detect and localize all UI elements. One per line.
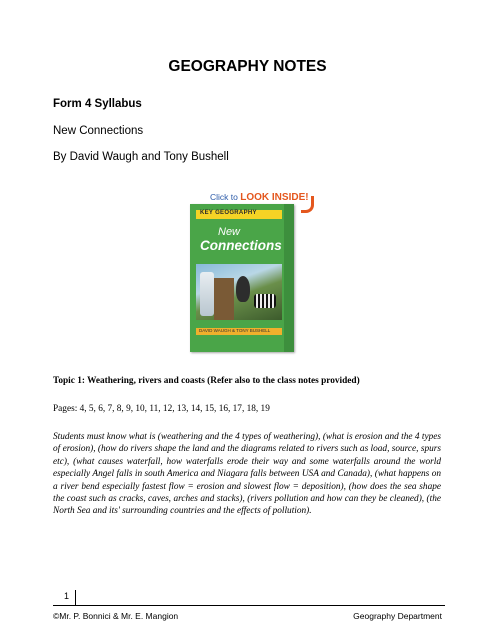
book-authors: By David Waugh and Tony Bushell [53, 151, 229, 163]
syllabus-label: Form 4 Syllabus [53, 98, 142, 110]
cover-authors: DAVID WAUGH & TONY BUSHELL [199, 328, 271, 333]
look-inside-text[interactable] [210, 192, 309, 203]
book-title: New Connections [53, 125, 144, 137]
footer-divider-vertical [75, 590, 76, 606]
footer-divider [53, 605, 445, 606]
footer-department: Geography Department [353, 611, 442, 621]
book-cover-image[interactable] [190, 190, 315, 360]
topic-description: Students must know what is (weathering and the 4 types of weathering), (what is erosion and the 4 types of erosion), (how do rivers shape the land and the diagrams related to rivers such as load, source, spurs etc), (what causes waterfall, how waterfalls erode their way and some waterfalls around the world especially Angel falls in south America and Niagara falls between USA and Canada), (what happens on a river bend especially fastest flow = erosion and slowest flow = deposition), (how does the sea shape the coast such as cracks, caves, arches and stacks), (rivers pollution and how can they be cleaned), (the North Sea and its' surrounding countries and the effects of pollution). [53, 432, 441, 517]
book-spine [284, 204, 294, 352]
waterfall-shape [200, 272, 214, 316]
page-title: GEOGRAPHY NOTES [168, 58, 327, 75]
cliff-shape [214, 278, 234, 320]
look-inside-banner[interactable] [202, 190, 310, 206]
cover-photo-collage [196, 264, 282, 320]
look-inside-emphasis: LOOK INSIDE! [240, 192, 309, 203]
cover-series-label: KEY GEOGRAPHY [200, 210, 257, 216]
page-number: 1 [64, 591, 70, 601]
topic-heading: Topic 1: Weathering, rivers and coasts (Refer also to the class notes provided) [53, 376, 360, 386]
bird-shape [236, 276, 250, 302]
cover-title-connections: Connections [200, 238, 282, 253]
cover-title-new: New [218, 226, 241, 238]
pages-list: Pages: 4, 5, 6, 7, 8, 9, 10, 11, 12, 13, 14, 15, 16, 17, 18, 19 [53, 404, 270, 414]
book-cover [190, 204, 294, 352]
footer-copyright: ©Mr. P. Bonnici & Mr. E. Mangion [53, 611, 179, 621]
curved-arrow-icon [301, 196, 314, 213]
zebra-shape [254, 294, 276, 308]
look-inside-prefix: Click to [210, 192, 241, 202]
